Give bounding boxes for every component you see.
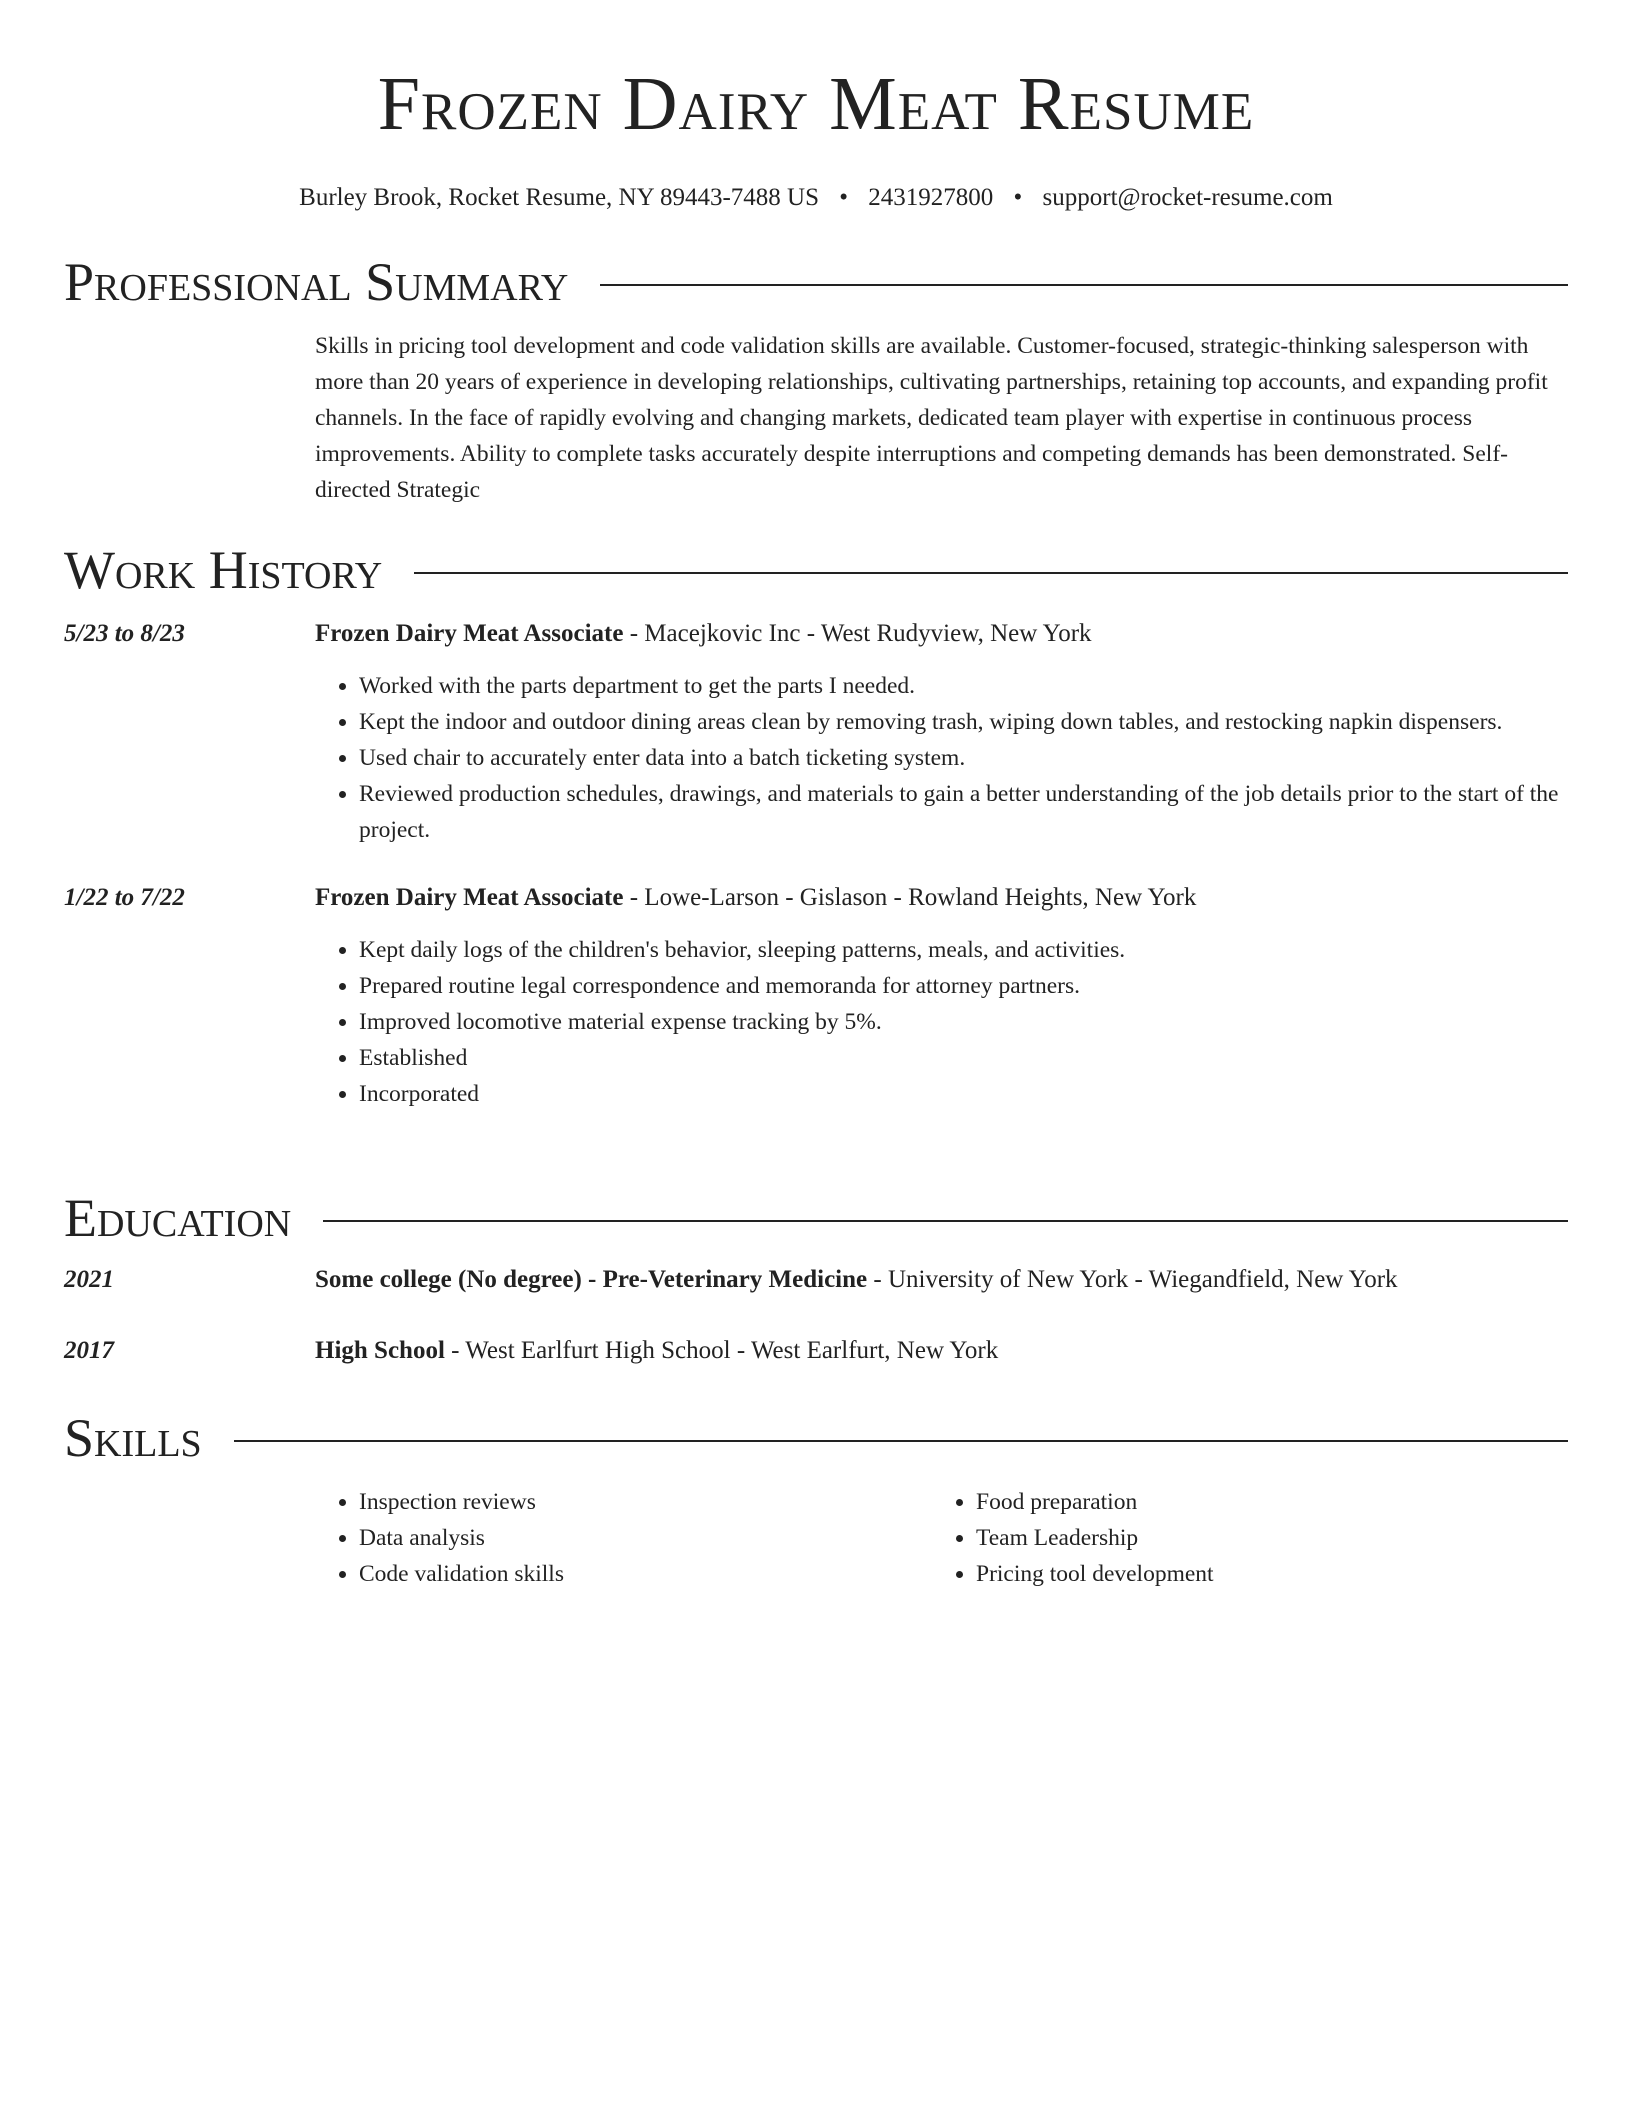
education-section xyxy=(64,1186,1568,1369)
list-item: • Kept the indoor and outdoor dining areas clean by removing trash, wiping down tables, and restocking napkin dispensers. xyxy=(359,704,1568,740)
list-item: • Used chair to accurately enter data into a batch ticketing system. xyxy=(359,740,1568,776)
skill-item: • Team Leadership xyxy=(976,1520,1549,1556)
skill-item: • Pricing tool development xyxy=(976,1556,1549,1592)
education-school: - West Earlfurt High School - West Earlfurt, New York xyxy=(444,1337,999,1364)
education-body xyxy=(315,1333,1568,1369)
education-heading: Education xyxy=(64,1188,292,1248)
list-item: • Reviewed production schedules, drawings, and materials to gain a better understanding of the job details prior to the start of the project. xyxy=(359,776,1568,848)
education-year: 2017 xyxy=(64,1337,114,1364)
list-item: • Worked with the parts department to get the parts I needed. xyxy=(359,668,1568,704)
contact-separator: • xyxy=(1013,184,1023,211)
list-item: • Improved locomotive material expense tracking by 5%. xyxy=(359,1004,1568,1040)
skill-item: • Food preparation xyxy=(976,1484,1549,1520)
job-bullets xyxy=(315,668,1568,848)
education-entry xyxy=(64,1333,1568,1369)
contact-line xyxy=(64,182,1568,214)
job-dates: 5/23 to 8/23 xyxy=(64,620,185,647)
resume-title: Frozen Dairy Meat Resume xyxy=(377,62,1255,146)
skill-item: • Code validation skills xyxy=(359,1556,932,1592)
skill-item: • Inspection reviews xyxy=(359,1484,932,1520)
summary-header xyxy=(64,250,1568,314)
skills-bullets xyxy=(315,1484,932,1592)
skills-header xyxy=(64,1406,1568,1470)
summary-text: Skills in pricing tool development and code validation skills are available. Customer-focused, strategic-thinking salesperson with more than 20 years of experience in developing relationships, cultivating partnerships, retaining top accounts, and expanding profit channels. In the face of rapidly evolving and changing markets, dedicated team player with expertise in continuous process improvements. Ability to complete tasks accurately despite interruptions and competing demands has been demonstrated. Self-directed Strategic xyxy=(315,333,1548,503)
education-degree: Some college (No degree) - Pre-Veterinary Medicine xyxy=(315,1266,868,1293)
job-heading xyxy=(315,880,1568,916)
education-year: 2021 xyxy=(64,1266,114,1293)
list-item: • Incorporated xyxy=(359,1076,1568,1112)
skills-column-right xyxy=(932,1484,1549,1592)
section-divider xyxy=(414,572,1568,574)
job-dates: 1/22 to 7/22 xyxy=(64,884,185,911)
job-body xyxy=(315,616,1568,848)
job-entry xyxy=(64,880,1568,1112)
section-divider xyxy=(234,1440,1568,1442)
skills-column-left xyxy=(315,1484,932,1592)
contact-email[interactable]: support@rocket-resume.com xyxy=(1042,184,1333,211)
education-line xyxy=(315,1333,1568,1369)
skills-section xyxy=(64,1406,1568,1592)
skills-list xyxy=(315,1484,1568,1592)
job-heading xyxy=(315,616,1568,652)
section-divider xyxy=(600,284,1568,286)
list-item: • Prepared routine legal correspondence and memoranda for attorney partners. xyxy=(359,968,1568,1004)
job-title: Frozen Dairy Meat Associate xyxy=(315,620,624,647)
education-line xyxy=(315,1262,1568,1298)
section-divider xyxy=(323,1220,1568,1222)
job-company: - Lowe-Larson - Gislason - Rowland Heights, New York xyxy=(623,884,1197,911)
contact-phone: 2431927800 xyxy=(868,184,994,211)
education-degree: High School xyxy=(315,1337,445,1364)
list-item: • Established xyxy=(359,1040,1568,1076)
job-bullets xyxy=(315,932,1568,1112)
job-company: - Macejkovic Inc - West Rudyview, New York xyxy=(623,620,1092,647)
contact-separator: • xyxy=(839,184,849,211)
skills-bullets xyxy=(932,1484,1549,1592)
work-history-section xyxy=(64,538,1568,1112)
job-body xyxy=(315,880,1568,1112)
summary-heading: Professional Summary xyxy=(64,252,569,312)
resume-page xyxy=(64,0,1568,1587)
skill-item: • Data analysis xyxy=(359,1520,932,1556)
education-body xyxy=(315,1262,1568,1298)
job-title: Frozen Dairy Meat Associate xyxy=(315,884,624,911)
skills-heading: Skills xyxy=(64,1408,202,1468)
work-history-header xyxy=(64,538,1568,602)
education-header xyxy=(64,1186,1568,1250)
work-history-heading: Work History xyxy=(64,540,383,600)
education-entry xyxy=(64,1262,1568,1298)
summary-section xyxy=(64,250,1568,508)
job-entry xyxy=(64,616,1568,848)
education-school: - University of New York - Wiegandfield, New York xyxy=(867,1266,1398,1293)
list-item: • Kept daily logs of the children's behavior, sleeping patterns, meals, and activities. xyxy=(359,932,1568,968)
contact-address: Burley Brook, Rocket Resume, NY 89443-7488 US xyxy=(299,184,820,211)
